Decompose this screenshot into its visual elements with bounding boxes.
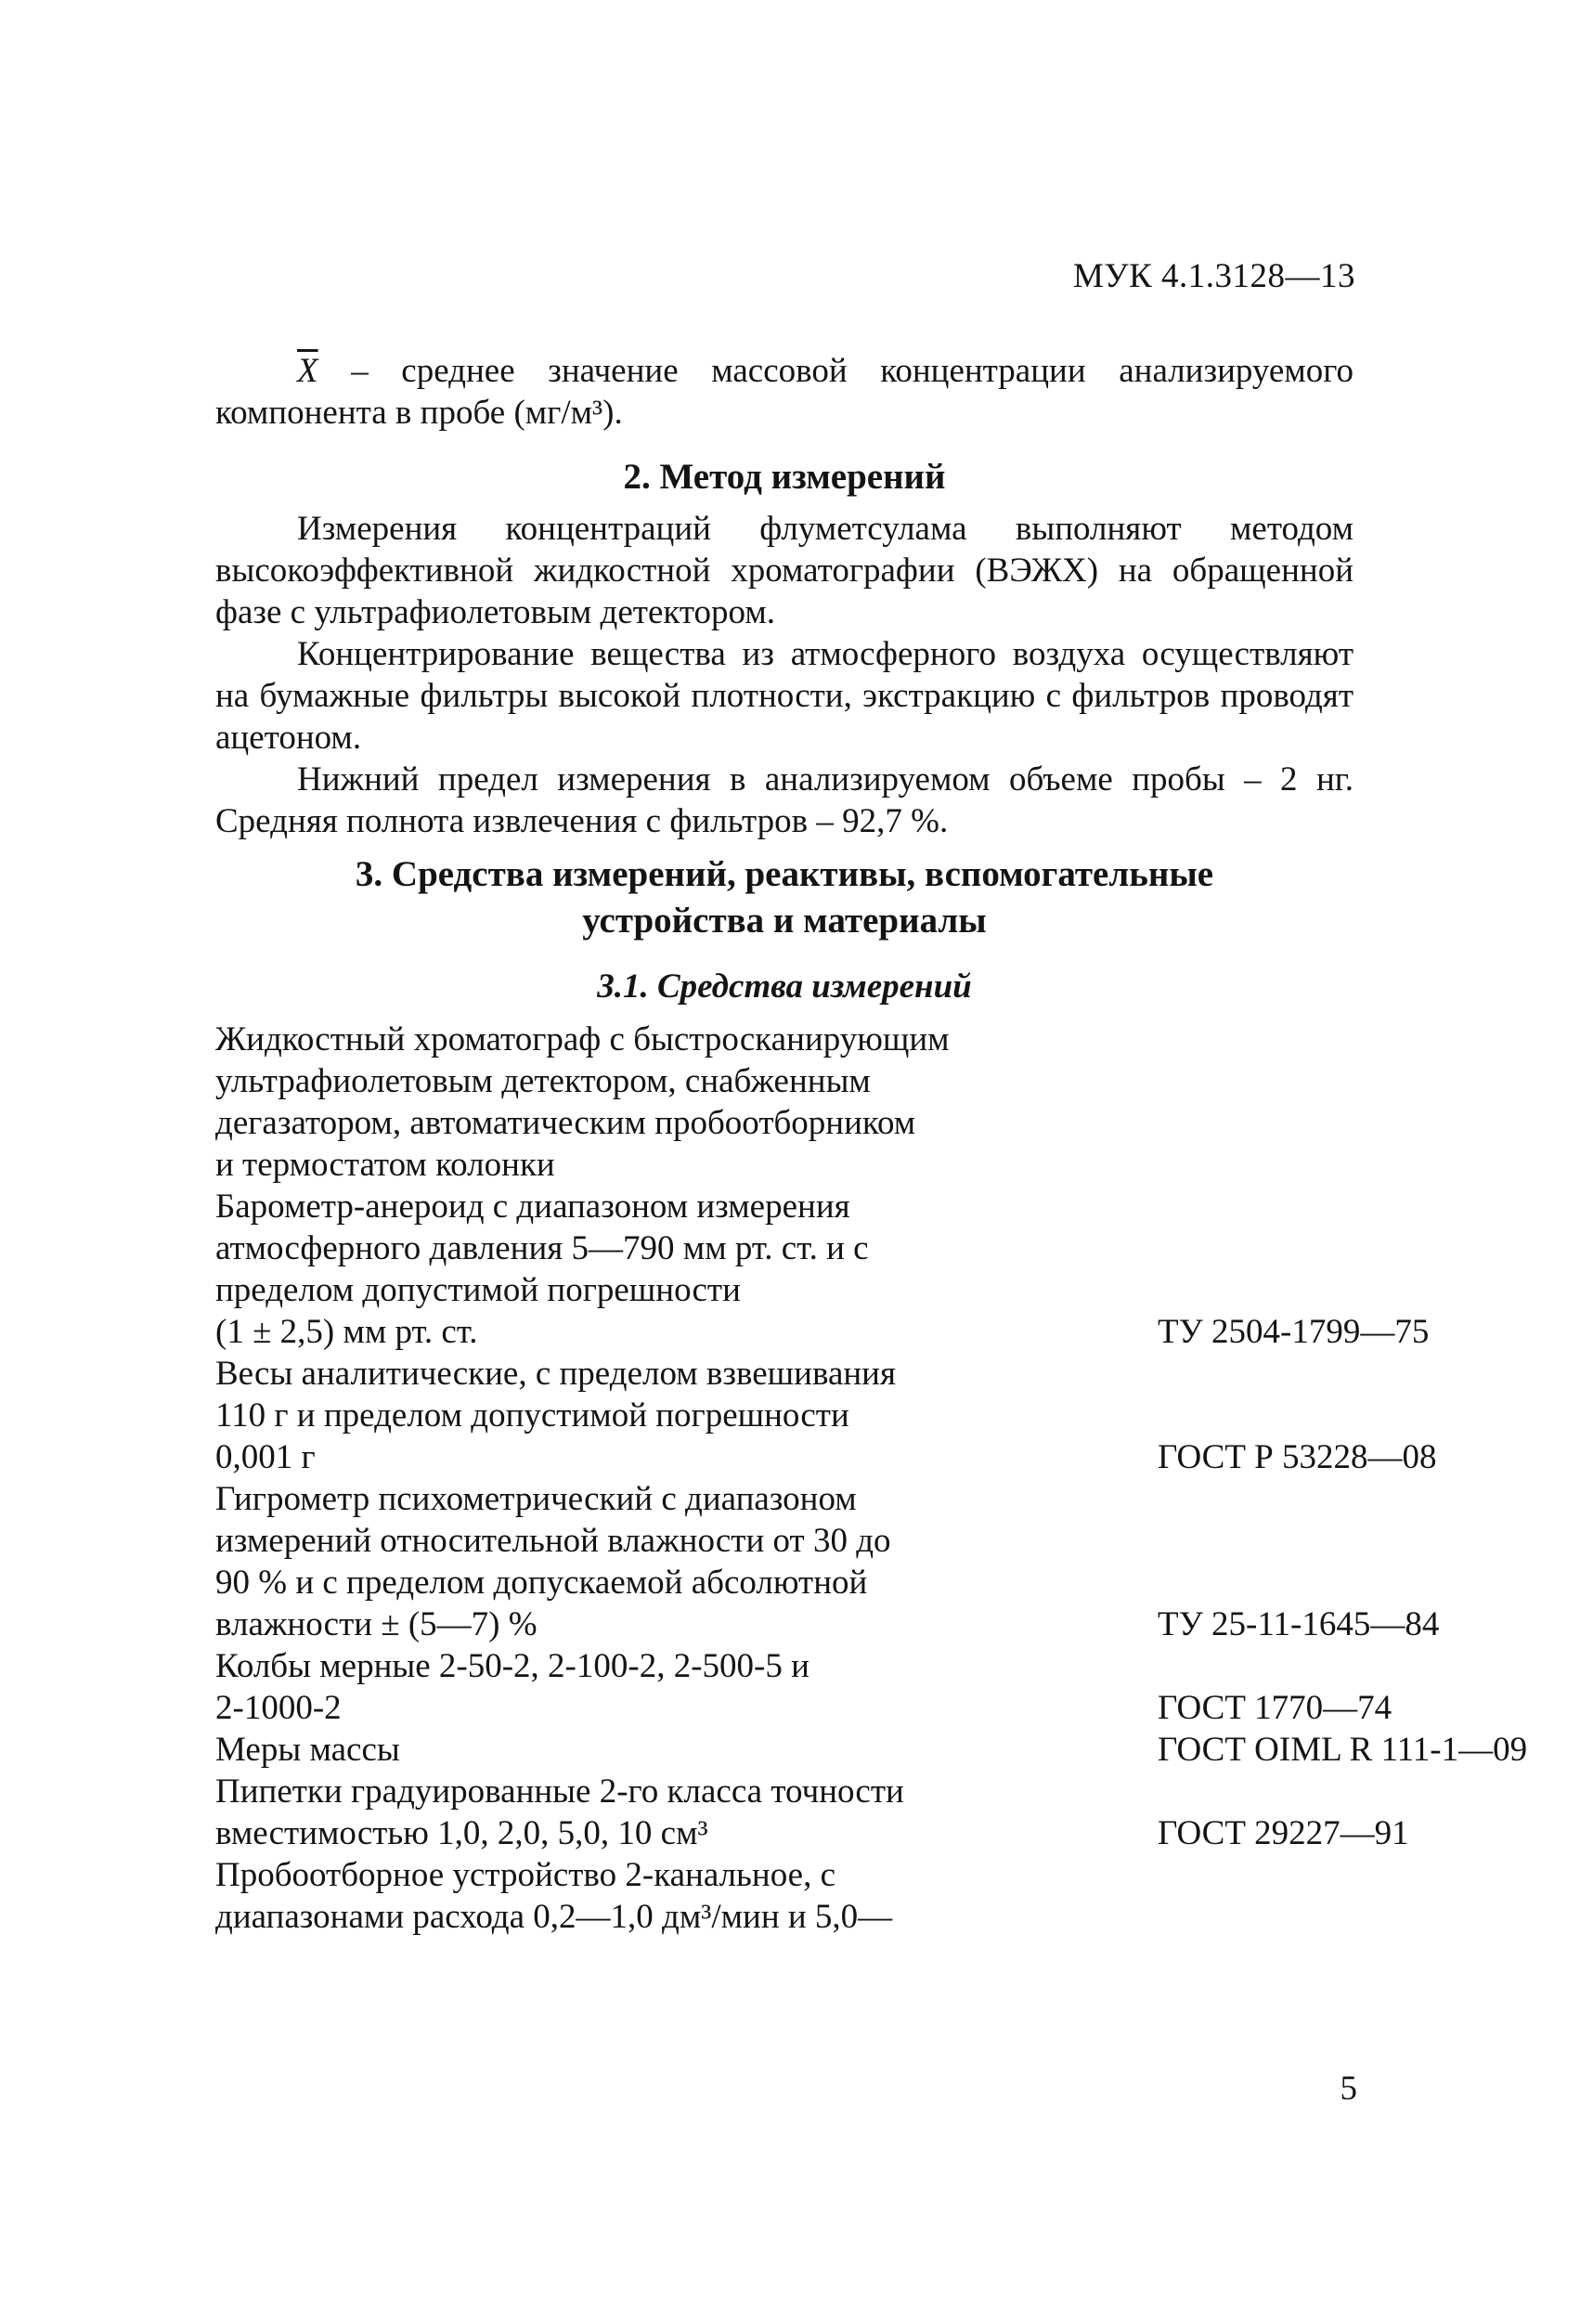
equipment-standard: ТУ 25-11-1645—84 [1158,1605,1440,1643]
equipment-description: Барометр-анероид с диапазоном измерения атмосферного давления 5—790 мм рт. ст. и с пределом допустимой погрешности (1 ± 2,5) мм рт. ст. [215,1188,869,1351]
section-3-title-line-1: 3. Средства измерений, реактивы, вспомогательные [355,854,1214,894]
list-item [215,1854,1353,1938]
document-code: МУК 4.1.3128—13 [1072,257,1355,295]
equipment-standard: ГОСТ 29227—91 [1158,1814,1409,1852]
list-item [215,1478,1440,1645]
equipment-list [215,1019,1528,1938]
list-item [215,1729,1528,1771]
equipment-standard: ГОСТ Р 53228—08 [1158,1438,1437,1476]
definition-paragraph [215,350,1353,434]
section-2-paragraph-3: Нижний предел измерения в анализируемом объеме пробы – 2 нг. Средняя полнота извлечения с фильтров – 92,7 %. [215,760,1353,840]
section-2-paragraph-1: Измерения концентраций флуметсулама выполняют методом высокоэффективной жидкостной хроматографии (ВЭЖХ) на обращенной фазе с ультрафиолетовым детектором. [215,510,1353,631]
section-2-title: 2. Метод измерений [623,457,946,497]
equipment-standard: ТУ 2504-1799—75 [1158,1313,1430,1351]
equipment-description: Гигрометр психометрический с диапазоном измерений относительной влажности от 30 до 90 % и с пределом допускаемой абсолютной влажности ± (5—7) % [215,1480,891,1643]
list-item [215,1353,1437,1478]
list-item [215,1019,1353,1186]
list-item [215,1771,1409,1854]
section-3-title-line-2: устройства и материалы [582,901,987,941]
subsection-3-1-title: 3.1. Средства измерений [597,967,972,1006]
definition-text: – среднее значение массовой концентрации анализируемого компонента в пробе (мг/м³). [215,352,1353,432]
equipment-description: Пипетки градуированные 2-го класса точности вместимостью 1,0, 2,0, 5,0, 10 см³ [215,1772,904,1852]
equipment-standard: ГОСТ 1770—74 [1158,1689,1392,1727]
page-number: 5 [1340,2070,1357,2108]
section-2-body [215,508,1353,842]
equipment-description: Колбы мерные 2-50-2, 2-100-2, 2-500-5 и 2-1000-2 [215,1647,809,1727]
equipment-description: Пробоотборное устройство 2-канальное, с диапазонами расхода 0,2—1,0 дм³/мин и 5,0— [215,1856,893,1936]
equipment-description: Весы аналитические, с пределом взвешивания 110 г и пределом допустимой погрешности 0,001 г [215,1355,896,1476]
equipment-standard: ГОСТ OIML R 111-1—09 [1158,1731,1528,1769]
section-2-paragraph-2: Концентрирование вещества из атмосферного воздуха осуществляют на бумажные фильтры высокой плотности, экстракцию с фильтров проводят ацетоном. [215,635,1353,757]
equipment-description: Меры массы [215,1731,400,1769]
list-item [215,1186,1430,1353]
equipment-description: Жидкостный хроматограф с быстросканирующим ультрафиолетовым детектором, снабженным дегазатором, автоматическим пробоотборником и термостатом колонки [215,1020,950,1184]
list-item [215,1645,1392,1729]
symbol-x-bar: $\overline{X}$ [297,352,318,390]
